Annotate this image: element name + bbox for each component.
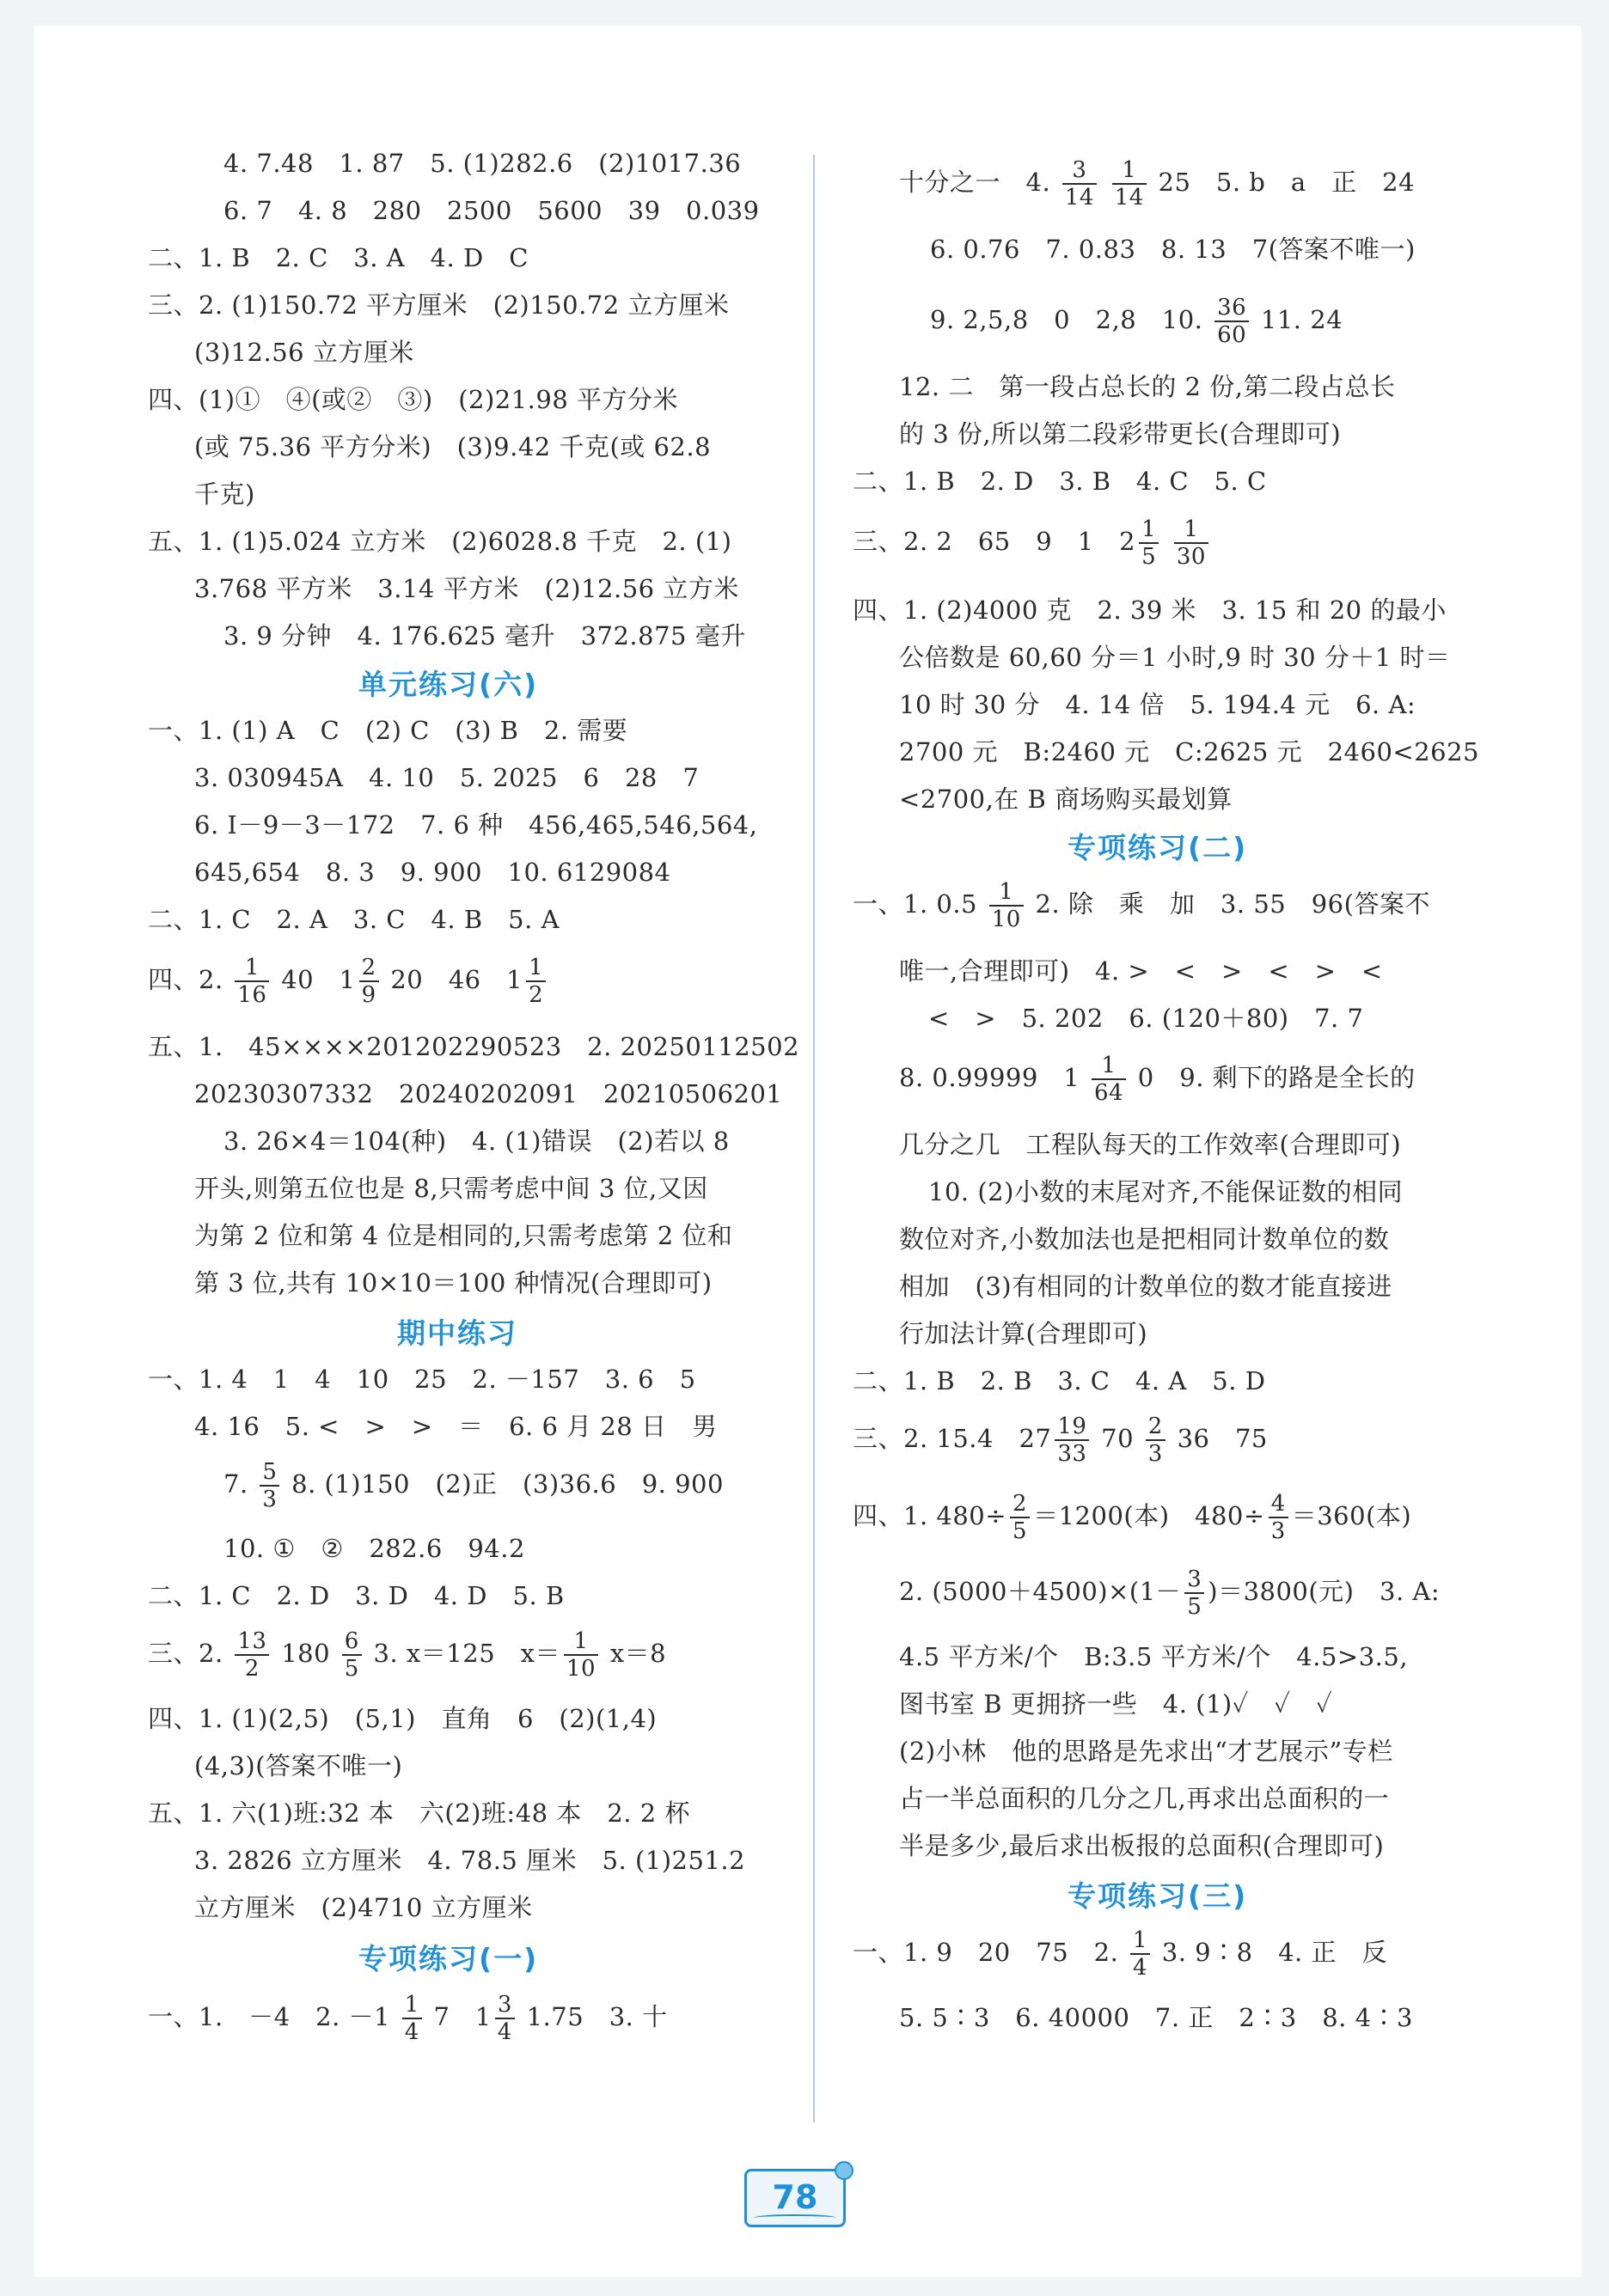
answer-line: 10. (2)小数的末尾对齐,不能保证数的相同 bbox=[928, 1177, 1404, 1206]
answer-line-fractions bbox=[853, 1925, 1387, 1980]
answer-text: ＝1200(本) 480÷ bbox=[1033, 1501, 1265, 1530]
answer-line: 数位对齐,小数加法也是把相同计数单位的数 bbox=[899, 1224, 1390, 1254]
answer-text: (1－ bbox=[1129, 1577, 1182, 1606]
answer-line: 唯一,合理即可) 4. > < > < > < bbox=[899, 956, 1383, 986]
answer-text: 20 46 1 bbox=[390, 965, 523, 994]
page-number-badge bbox=[744, 2169, 846, 2227]
answer-line-fractions bbox=[853, 514, 1212, 569]
answer-line: 10. ① ② 282.6 94.2 bbox=[223, 1534, 525, 1563]
fraction: $\frac{1}{16}$ bbox=[235, 955, 269, 1008]
answer-line: 二、1. B 2. B 3. C 4. A 5. D bbox=[853, 1366, 1266, 1395]
answer-text: 180 bbox=[281, 1639, 331, 1668]
answer-line: (2)小林 他的思路是先求出“才艺展示”专栏 bbox=[899, 1737, 1393, 1766]
answer-line: 二、1. B 2. D 3. B 4. C 5. C bbox=[853, 467, 1267, 496]
answer-line: 千克) bbox=[194, 479, 255, 509]
fraction: $\frac{1}{4}$ bbox=[402, 1992, 422, 2045]
answer-line: 一、1. (1) A C (2) C (3) B 2. 需要 bbox=[148, 716, 628, 745]
answer-text: 四、1. 480÷ bbox=[853, 1501, 1007, 1530]
answer-line: 四、(1)① ④(或② ③) (2)21.98 平方分米 bbox=[148, 385, 679, 414]
section-title-special-3: 专项练习(三) bbox=[1068, 1879, 1248, 1913]
section-title-special-1: 专项练习(一) bbox=[358, 1942, 539, 1975]
fraction: $\frac{5}{3}$ bbox=[260, 1459, 279, 1512]
answer-text: x＝8 bbox=[609, 1639, 667, 1668]
fraction: $\frac{3}{14}$ bbox=[1062, 157, 1097, 211]
answer-page bbox=[34, 26, 1581, 2277]
answer-line: 3. 9 分钟 4. 176.625 毫升 372.875 毫升 bbox=[223, 621, 746, 650]
fraction: $\frac{1}{64}$ bbox=[1092, 1053, 1126, 1106]
fraction: $\frac{1}{30}$ bbox=[1174, 516, 1208, 570]
answer-line: 五、1. 45××××201202290523 2. 20250112502 bbox=[148, 1032, 800, 1061]
answer-line: 立方厘米 (2)4710 立方厘米 bbox=[194, 1893, 533, 1922]
answer-text: 0 9. 剩下的路是全长的 bbox=[1137, 1063, 1416, 1092]
answer-line: 6. 7 4. 8 280 2500 5600 39 0.039 bbox=[223, 196, 760, 225]
decorative-dot-icon bbox=[835, 2161, 853, 2180]
fraction: $\frac{1}{4}$ bbox=[1130, 1927, 1150, 1981]
answer-line: 第 3 位,共有 10×10＝100 种情况(合理即可) bbox=[194, 1268, 713, 1298]
answer-line: 3. 2826 立方厘米 4. 78.5 厘米 5. (1)251.2 bbox=[194, 1846, 746, 1875]
answer-text: 25 5. b a 正 24 bbox=[1158, 168, 1416, 197]
answer-line: 二、1. C 2. A 3. C 4. B 5. A bbox=[148, 905, 560, 934]
answer-line-fractions bbox=[223, 1456, 724, 1511]
fraction: $\frac{2}{5}$ bbox=[1010, 1491, 1030, 1544]
fraction: $\frac{3}{5}$ bbox=[1184, 1566, 1204, 1620]
answer-text: 三、2. bbox=[148, 1639, 223, 1668]
fraction: $\frac{19}{33}$ bbox=[1055, 1414, 1089, 1467]
answer-line: 20230307332 20240202091 20210506201 bbox=[194, 1079, 783, 1108]
answer-line: 五、1. (1)5.024 立方米 (2)6028.8 千克 2. (1) bbox=[148, 527, 732, 556]
answer-text: 11. 24 bbox=[1260, 305, 1343, 334]
column-divider bbox=[813, 155, 815, 2122]
answer-text: ) bbox=[1208, 1577, 1219, 1606]
answer-text: 8. (1)150 (2)正 (3)36.6 9. 900 bbox=[291, 1469, 724, 1499]
answer-line: 开头,则第五位也是 8,只需考虑中间 3 位,又因 bbox=[194, 1174, 708, 1203]
answer-line-fractions bbox=[148, 1989, 668, 2044]
answer-line: 四、1. (1)(2,5) (5,1) 直角 6 (2)(1,4) bbox=[148, 1704, 658, 1733]
answer-line: 二、1. C 2. D 3. D 4. D 5. B bbox=[148, 1581, 565, 1610]
answer-line: 四、1. (2)4000 克 2. 39 米 3. 15 和 20 的最小 bbox=[853, 595, 1447, 625]
answer-line: 行加法计算(合理即可) bbox=[899, 1319, 1148, 1348]
fraction: $\frac{4}{3}$ bbox=[1269, 1491, 1288, 1544]
answer-text: 四、2. bbox=[148, 965, 223, 994]
fraction: $\frac{2}{3}$ bbox=[1146, 1414, 1165, 1467]
answer-line-fractions bbox=[853, 1488, 1411, 1543]
answer-text: ＝3800(元) 3. A: bbox=[1218, 1577, 1441, 1606]
answer-text: 70 bbox=[1101, 1424, 1135, 1453]
fraction: $\frac{36}{60}$ bbox=[1214, 295, 1249, 348]
fraction: $\frac{3}{4}$ bbox=[495, 1992, 515, 2045]
answer-line: 2700 元 B:2460 元 C:2625 元 2460<2625 bbox=[899, 737, 1480, 766]
answer-text: 1.75 3. 十 bbox=[526, 2002, 668, 2031]
answer-line: 二、1. B 2. C 3. A 4. D C bbox=[148, 243, 529, 272]
answer-text: 7. bbox=[223, 1469, 248, 1499]
answer-line: 相加 (3)有相同的计数单位的数才能直接进 bbox=[899, 1272, 1392, 1301]
answer-text: 8. 0.99999 1 bbox=[899, 1063, 1080, 1092]
answer-line: 占一半总面积的几分之几,再求出总面积的一 bbox=[899, 1784, 1390, 1813]
fraction: $\frac{1}{10}$ bbox=[989, 879, 1024, 932]
fraction: $\frac{1}{5}$ bbox=[1139, 516, 1159, 570]
answer-text: 十分之一 4. bbox=[899, 168, 1051, 197]
answer-line: 3. 26×4＝104(种) 4. (1)错误 (2)若以 8 bbox=[223, 1127, 730, 1156]
answer-text: ＝360(本) bbox=[1291, 1501, 1412, 1530]
answer-line: 3.768 平方米 3.14 平方米 (2)12.56 立方米 bbox=[194, 574, 739, 603]
answer-line: 公倍数是 60,60 分＝1 小时,9 时 30 分＋1 时＝ bbox=[899, 643, 1451, 672]
answer-line: 为第 2 位和第 4 位是相同的,只需考虑第 2 位和 bbox=[194, 1221, 733, 1250]
answer-line: 半是多少,最后求出板报的总面积(合理即可) bbox=[899, 1831, 1385, 1860]
fraction: $\frac{13}{2}$ bbox=[235, 1628, 269, 1682]
section-title-midterm: 期中练习 bbox=[397, 1316, 517, 1350]
answer-line: 6. 0.76 7. 0.83 8. 13 7(答案不唯一) bbox=[930, 235, 1416, 264]
fraction: $\frac{1}{2}$ bbox=[526, 955, 546, 1008]
answer-text: 40 1 bbox=[281, 965, 356, 994]
answer-text: 一、1. 9 20 75 2. bbox=[853, 1938, 1119, 1967]
answer-line: 5. 5∶3 6. 40000 7. 正 2∶3 8. 4∶3 bbox=[899, 2003, 1414, 2032]
fraction: $\frac{6}{5}$ bbox=[342, 1628, 362, 1682]
answer-text: 36 75 bbox=[1177, 1424, 1268, 1453]
answer-line: 4. 7.48 1. 87 5. (1)282.6 (2)1017.36 bbox=[223, 149, 742, 178]
answer-line: < > 5. 202 6. (120＋80) 7. 7 bbox=[928, 1004, 1364, 1033]
answer-line-fractions bbox=[930, 292, 1343, 347]
section-title-special-2: 专项练习(二) bbox=[1068, 831, 1248, 864]
answer-line-fractions bbox=[853, 876, 1430, 931]
answer-text: 7 1 bbox=[433, 2002, 492, 2031]
answer-line-fractions bbox=[148, 1626, 666, 1681]
answer-line-fractions bbox=[899, 1564, 1440, 1619]
answer-line: 645,654 8. 3 9. 900 10. 6129084 bbox=[194, 858, 671, 887]
answer-line: 三、2. (1)150.72 平方厘米 (2)150.72 立方厘米 bbox=[148, 290, 730, 320]
page-number: 78 bbox=[772, 2178, 818, 2216]
answer-text: 3. 9∶8 4. 正 反 bbox=[1161, 1938, 1387, 1967]
section-title-unit-6: 单元练习(六) bbox=[358, 668, 539, 701]
answer-line-fractions bbox=[148, 952, 549, 1007]
answer-line-fractions bbox=[899, 1050, 1416, 1105]
answer-line-fractions bbox=[853, 1411, 1268, 1466]
answer-line: 10 时 30 分 4. 14 倍 5. 194.4 元 6. A: bbox=[899, 690, 1416, 719]
answer-line: (4,3)(答案不唯一) bbox=[194, 1751, 403, 1780]
answer-line: 的 3 份,所以第二段彩带更长(合理即可) bbox=[899, 419, 1342, 449]
fraction: $\frac{1}{14}$ bbox=[1112, 157, 1147, 211]
answer-line: 一、1. 4 1 4 10 25 2. －157 3. 6 5 bbox=[148, 1365, 696, 1394]
answer-text: 一、1. －4 2. －1 bbox=[148, 2002, 390, 2031]
answer-line: 4. 16 5. < > > ＝ 6. 6 月 28 日 男 bbox=[194, 1412, 718, 1441]
answer-line: 6. I－9－3－172 7. 6 种 456,465,546,564, bbox=[194, 810, 758, 840]
answer-line: 12. 二 第一段占总长的 2 份,第二段占总长 bbox=[899, 372, 1396, 401]
answer-line: 4.5 平方米/个 B:3.5 平方米/个 4.5>3.5, bbox=[899, 1642, 1409, 1671]
answer-line: 几分之几 工程队每天的工作效率(合理即可) bbox=[899, 1130, 1402, 1159]
answer-line: <2700,在 B 商场购买最划算 bbox=[899, 785, 1233, 814]
answer-line: (3)12.56 立方厘米 bbox=[194, 338, 414, 367]
answer-text: 三、2. 2 65 9 1 2 bbox=[853, 527, 1136, 556]
fraction: $\frac{1}{10}$ bbox=[564, 1628, 598, 1682]
answer-line: 3. 030945A 4. 10 5. 2025 6 28 7 bbox=[194, 763, 700, 792]
answer-text: 3. x＝125 x＝ bbox=[373, 1639, 560, 1668]
open-book-icon bbox=[754, 2214, 836, 2221]
answer-text: 2. 除 乘 加 3. 55 96(答案不 bbox=[1035, 889, 1430, 919]
answer-line: (或 75.36 平方分米) (3)9.42 千克(或 62.8 bbox=[194, 432, 712, 461]
answer-text: 2. (5000＋4500)× bbox=[899, 1577, 1129, 1606]
answer-text: 一、1. 0.5 bbox=[853, 889, 978, 919]
fraction: $\frac{2}{9}$ bbox=[359, 955, 379, 1008]
answer-text: 9. 2,5,8 0 2,8 10. bbox=[930, 305, 1203, 334]
answer-line: 五、1. 六(1)班:32 本 六(2)班:48 本 2. 2 杯 bbox=[148, 1798, 690, 1828]
answer-text: 三、2. 15.4 27 bbox=[853, 1424, 1052, 1453]
answer-line: 图书室 B 更拥挤一些 4. (1)✓ ✓ ✓ bbox=[899, 1689, 1333, 1719]
answer-line-fractions bbox=[899, 155, 1415, 210]
